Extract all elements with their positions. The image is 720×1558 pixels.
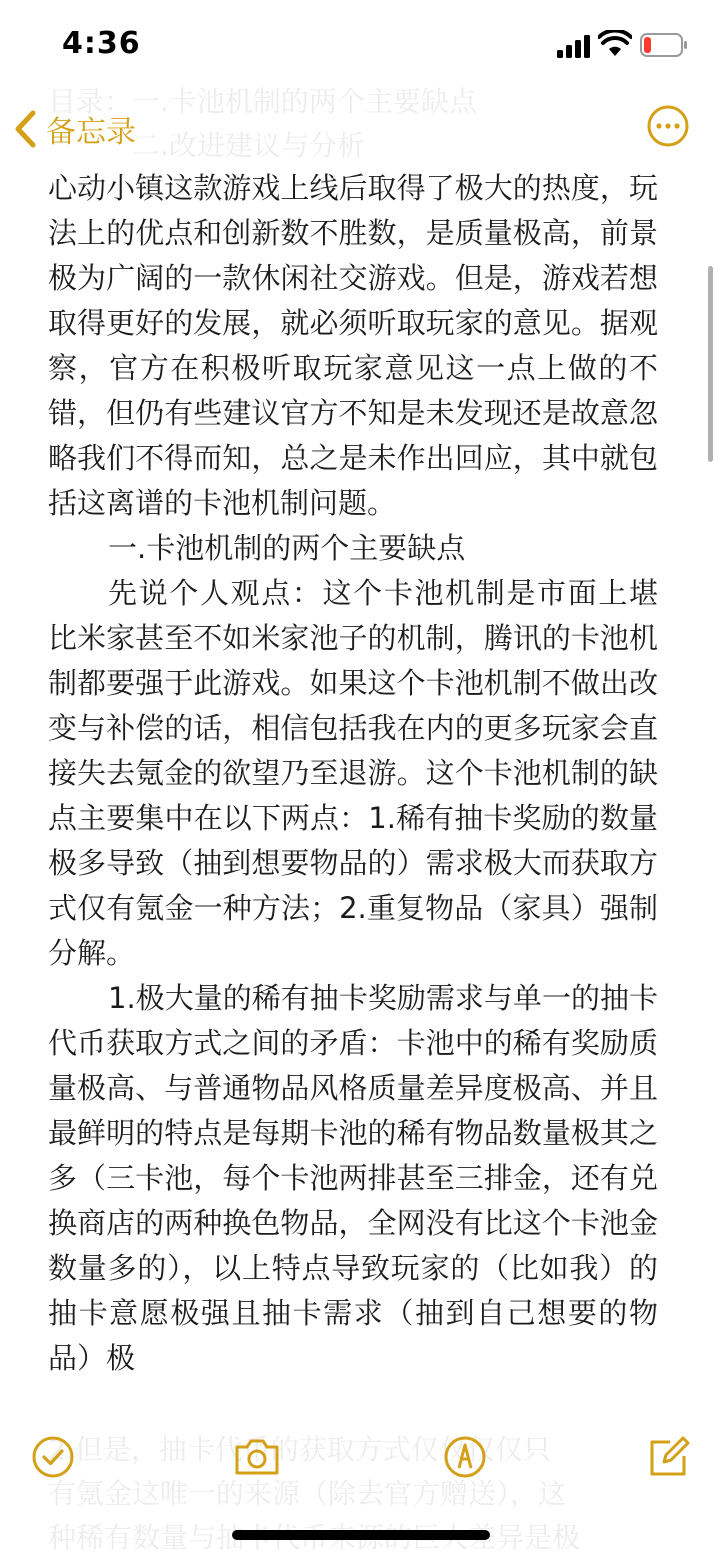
back-label: 备忘录 (46, 115, 136, 150)
camera-icon[interactable] (232, 1432, 282, 1482)
ellipsis-circle-icon[interactable] (646, 104, 690, 148)
nav-bar (0, 96, 720, 162)
ghost-scrolled-text: 2.但是，抽卡代币的获取方式仅仅仅仅只 (48, 1433, 551, 1466)
cellular-signal-icon (556, 34, 592, 58)
ghost-scrolled-text: 有氪金这唯一的来源（除去官方赠送），这 (48, 1477, 567, 1510)
note-paragraph: 1.极大量的稀有抽卡奖励需求与单一的抽卡代币获取方式之间的矛盾：卡池中的稀有奖励质量极高、与普通物品风格质量差异度极高、并且最鲜明的特点是每期卡池的稀有物品数量极其之多（三卡池，每个卡池两排甚至三排金，还有兑换商店的两种换色物品，全网没有比这个卡池金数量多的），以上特点导致玩家的（比如我）的抽卡意愿极强且抽卡需求（抽到自己想要的物品）极 (48, 981, 658, 1375)
note-section-heading: 一.卡池机制的两个主要缺点 (108, 531, 466, 565)
battery-low-icon (640, 33, 688, 57)
status-bar (0, 0, 720, 90)
scrollbar[interactable] (708, 266, 713, 462)
home-indicator[interactable] (232, 1530, 490, 1540)
checklist-icon[interactable] (28, 1432, 78, 1482)
status-time: 4:36 (62, 26, 141, 61)
note-body[interactable] (48, 166, 658, 1402)
note-paragraph: 心动小镇这款游戏上线后取得了极大的热度，玩法上的优点和创新数不胜数，是质量极高，前景极为广阔的一款休闲社交游戏。但是，游戏若想取得更好的发展，就必须听取玩家的意见。据观察，官方在积极听取玩家意见这一点上做的不错，但仍有些建议官方不知是未发现还是故意忽略我们不得而知，总之是未作出回应，其中就包括这离谱的卡池机制问题。 (48, 171, 658, 520)
ghost-scrolled-text: 二.改进建议与分析 (132, 129, 365, 162)
back-button[interactable] (12, 104, 136, 154)
wifi-icon (598, 30, 632, 58)
markup-pen-icon[interactable] (440, 1432, 490, 1482)
chevron-left-icon (12, 109, 38, 149)
note-paragraph: 先说个人观点：这个卡池机制是市面上堪比米家甚至不如米家池子的机制，腾讯的卡池机制都要强于此游戏。如果这个卡池机制不做出改变与补偿的话，相信包括我在内的更多玩家会直接失去氪金的欲望乃至退游。这个卡池机制的缺点主要集中在以下两点：1.稀有抽卡奖励的数量极多导致（抽到想要物品的）需求极大而获取方式仅有氪金一种方法；2.重复物品（家具）强制分解。 (48, 576, 658, 970)
compose-icon[interactable] (644, 1432, 694, 1482)
ghost-scrolled-text: 目录：一.卡池机制的两个主要缺点 (48, 85, 477, 118)
